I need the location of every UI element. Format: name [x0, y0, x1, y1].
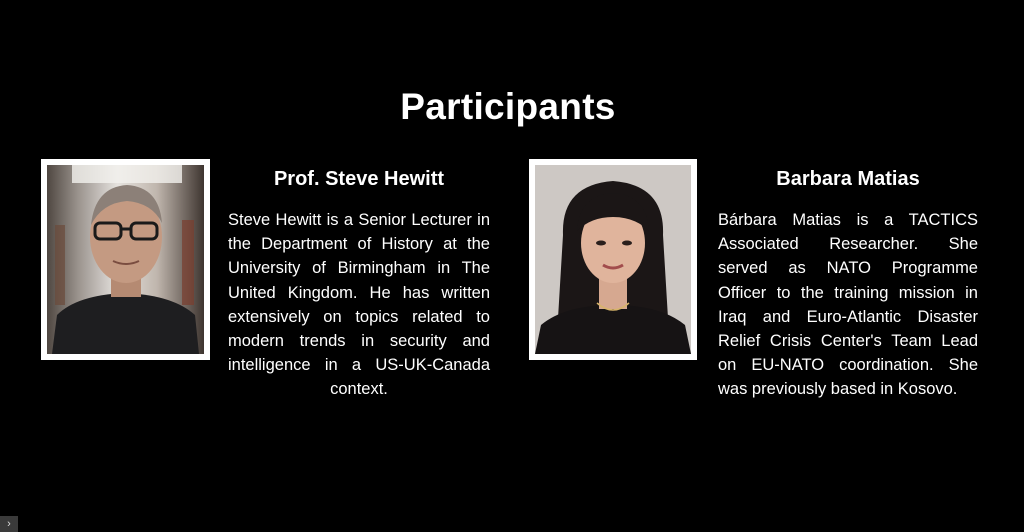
slide-title: Participants — [400, 86, 616, 127]
participant-bio: Bárbara Matias is a TACTICS Associated Researcher. She served as NATO Programme Officer to the training mission in Iraq and Euro-Atlantic Disaster Relief Crisis Center's Team Lead on EU-NATO coordination. She was previously based in Kosovo. — [718, 211, 978, 399]
chevron-right-icon[interactable]: › — [0, 516, 18, 532]
participant-photo-steve-hewitt — [41, 159, 210, 360]
participant-bio: Steve Hewitt is a Senior Lecturer in the Department of History at the University of Birmingham in The United Kingdom. He has written extensively on topics related to modern trends in security and intelligence in a US-UK-Canada context. — [228, 211, 490, 399]
participant-name: Prof. Steve Hewitt — [273, 168, 445, 190]
participant-photo-barbara-matias — [529, 159, 697, 360]
participant-name: Barbara Matias — [776, 168, 920, 190]
portrait-man — [47, 165, 204, 354]
portrait-woman — [535, 165, 691, 354]
